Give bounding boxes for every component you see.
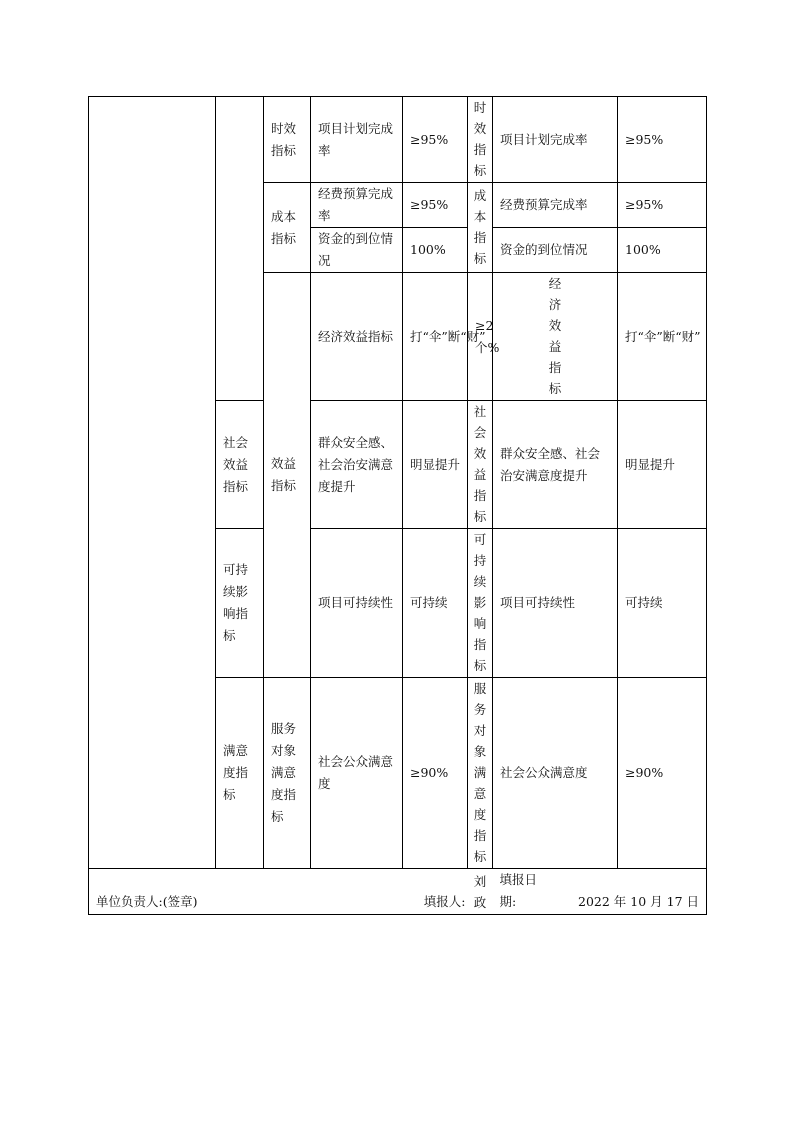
right-value-cell: 明显提升 <box>618 401 707 529</box>
category-cell: 经济效益指标 <box>311 273 403 401</box>
indicator-cell: 打“伞”断“财” <box>403 273 468 401</box>
right-category-cell: 成本指标 <box>468 183 493 273</box>
filler-label: 填报人: <box>403 869 468 915</box>
right-value-cell: ≥95% <box>618 97 707 183</box>
fill-date <box>493 869 707 915</box>
date-value: 2022 年 10 月 17 日 <box>578 894 699 909</box>
right-category-cell: 服务对象满意度指标 <box>468 678 493 869</box>
category-cell: 时效指标 <box>264 97 311 183</box>
right-value-cell: 可持续 <box>618 529 707 678</box>
indicator-cell: 社会公众满意度 <box>311 678 403 869</box>
blank-first-column <box>89 97 216 869</box>
right-indicator-cell: 资金的到位情况 <box>493 228 618 273</box>
output-group-cell <box>216 97 264 401</box>
target-cell: ≥2 个% <box>468 273 493 401</box>
right-indicator-cell: 社会公众满意度 <box>493 678 618 869</box>
indicator-cell: 资金的到位情况 <box>311 228 403 273</box>
target-cell: ≥95% <box>403 97 468 183</box>
category-cell: 社会效益指标 <box>216 401 264 529</box>
signature-footer <box>88 868 707 915</box>
right-indicator-cell: 群众安全感、社会治安满意度提升 <box>493 401 618 529</box>
right-indicator-cell: 项目计划完成率 <box>493 97 618 183</box>
category-cell: 服务对象满意度指标 <box>264 678 311 869</box>
right-category-cell: 社会效益指标 <box>468 401 493 529</box>
indicator-cell: 群众安全感、社会治安满意度提升 <box>311 401 403 529</box>
category-cell: 可持续影响指标 <box>216 529 264 678</box>
right-value-cell: ≥95% <box>618 183 707 228</box>
responsible-signature-label: 单位负责人:(签章) <box>89 869 403 915</box>
filler-name: 刘政 <box>468 869 493 915</box>
date-label: 填报日期: <box>499 872 538 909</box>
indicator-cell: 经费预算完成率 <box>311 183 403 228</box>
right-indicator-cell: 经费预算完成率 <box>493 183 618 228</box>
right-category-cell: 经济效益指标 <box>493 273 618 401</box>
right-category-cell: 时效指标 <box>468 97 493 183</box>
target-cell: 明显提升 <box>403 401 468 529</box>
satisfaction-group-cell: 满意度指标 <box>216 678 264 869</box>
performance-indicator-table <box>88 96 707 869</box>
benefit-group-cell: 效益指标 <box>264 273 311 678</box>
right-indicator-cell: 打“伞”断“财” <box>618 273 707 401</box>
right-value-cell: ≥90% <box>618 678 707 869</box>
right-value-cell: 100% <box>618 228 707 273</box>
table-row <box>89 97 707 183</box>
indicator-cell: 项目计划完成率 <box>311 97 403 183</box>
target-cell: 可持续 <box>403 529 468 678</box>
right-indicator-cell: 项目可持续性 <box>493 529 618 678</box>
indicator-cell: 项目可持续性 <box>311 529 403 678</box>
right-category-cell: 可持续影响指标 <box>468 529 493 678</box>
target-cell: 100% <box>403 228 468 273</box>
target-cell: ≥95% <box>403 183 468 228</box>
performance-table-page <box>88 96 706 915</box>
category-cell: 成本指标 <box>264 183 311 273</box>
target-cell: ≥90% <box>403 678 468 869</box>
